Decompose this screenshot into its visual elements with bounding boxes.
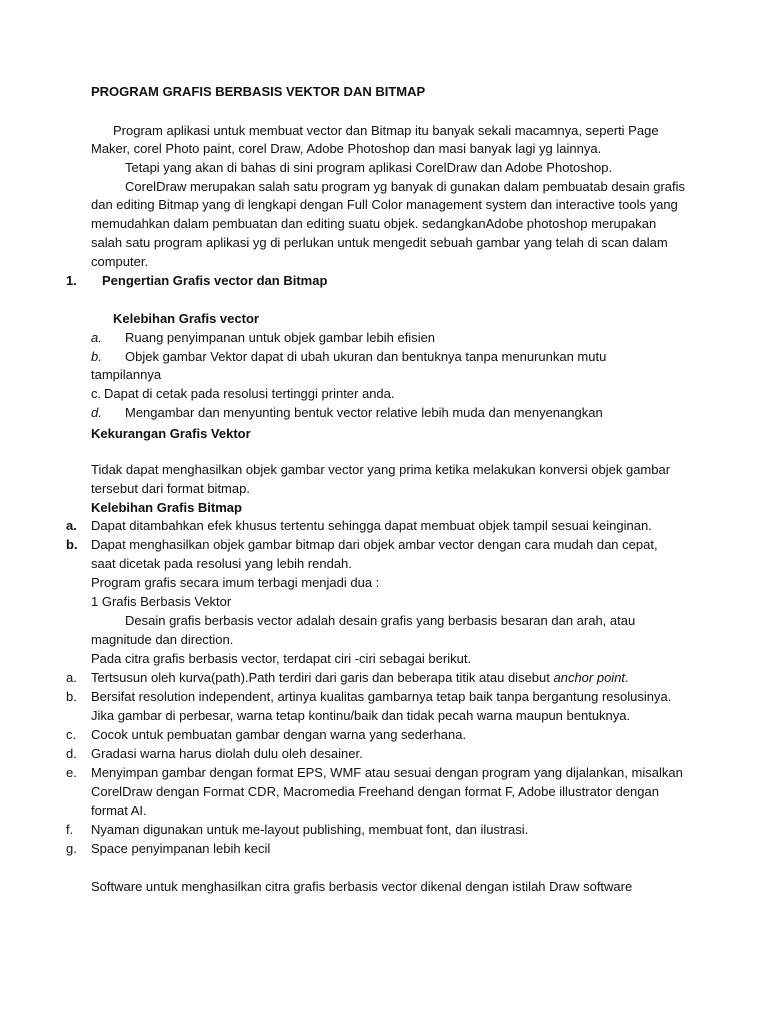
paragraph-line: Pada citra grafis berbasis vector, terdapat ciri -ciri sebagai berikut. [91,651,472,666]
list-item-continued: saat dicetak pada resolusi yang lebih rendah. [91,556,352,571]
list-item: Dapat di cetak pada resolusi tertinggi printer anda. [104,386,395,401]
paragraph-line: Program grafis secara imum terbagi menjadi dua : [91,575,380,590]
list-item: Dapat ditambahkan efek khusus tertentu sehingga dapat membuat objek tampil sesuai keinginan. [91,518,652,533]
list-marker: a. [66,518,77,533]
vector-advantages-heading: Kelebihan Grafis vector [113,311,259,326]
list-item: Menyimpan gambar dengan format EPS, WMF atau sesuai dengan program yang dijalankan, misalkan [91,765,683,780]
subsection-heading: 1 Grafis Berbasis Vektor [91,594,232,609]
paragraph-line: Tidak dapat menghasilkan objek gambar vector yang prima ketika melakukan konversi objek gambar [91,462,671,477]
intro-line: dan editing Bitmap yang di lengkapi dengan Full Color management system dan interactive tools yang [91,197,678,212]
list-marker: b. [66,537,78,552]
intro-line: salah satu program aplikasi yg di perlukan untuk mengedit sebuah gambar yang telah di scan dalam [91,235,668,250]
list-marker: b. [66,689,77,704]
list-item: Nyaman digunakan untuk me-layout publishing, membuat font, dan ilustrasi. [91,822,529,837]
intro-line: CorelDraw merupakan salah satu program yg banyak di gunakan dalam pembuatab desain grafis [125,179,686,194]
list-item: Tertsusun oleh kurva(path).Path terdiri dari garis dan beberapa titik atau disebut anchor point. [91,670,629,685]
list-marker: c. [91,386,102,401]
list-item-continued: CorelDraw dengan Format CDR, Macromedia Freehand dengan format F, Adobe illustrator dengan [91,784,659,799]
intro-line: computer. [91,254,149,269]
document-title: PROGRAM GRAFIS BERBASIS VEKTOR DAN BITMAP [91,84,426,99]
list-marker: a. [91,330,102,345]
list-marker: a. [66,670,77,685]
paragraph-line: tersebut dari format bitmap. [91,481,250,496]
list-marker: b. [91,349,102,364]
paragraph-line: Desain grafis berbasis vector adalah desain grafis yang berbasis besaran dan arah, atau [125,613,636,628]
closing-paragraph: Software untuk menghasilkan citra grafis berbasis vector dikenal dengan istilah Draw software [91,879,633,894]
list-marker: f. [66,822,74,837]
list-item: Cocok untuk pembuatan gambar dengan warna yang sederhana. [91,727,467,742]
intro-line: Maker, corel Photo paint, corel Draw, Adobe Photoshop dan masi banyak lagi yg lainnya. [91,141,602,156]
intro-line: memudahkan dalam pembuatan dan editing suatu objek. sedangkanAdobe photoshop merupakan [91,216,657,231]
list-item: Objek gambar Vektor dapat di ubah ukuran dan bentuknya tanpa menurunkan mutu [125,349,607,364]
list-item-continued: Jika gambar di perbesar, warna tetap kontinu/baik dan tidak pecah warna maupun bentuknya. [91,708,631,723]
list-item-continued: tampilannya [91,367,162,382]
list-item: Bersifat resolution independent, artinya kualitas gambarnya tetap baik tanpa bergantung resolusinya. [91,689,672,704]
list-marker: d. [66,746,77,761]
vector-disadvantages-heading: Kekurangan Grafis Vektor [91,426,251,441]
list-item: Mengambar dan menyunting bentuk vector relative lebih muda dan menyenangkan [125,405,603,420]
list-marker: g. [66,841,77,856]
list-item: Gradasi warna harus diolah dulu oleh desainer. [91,746,363,761]
bitmap-advantages-heading: Kelebihan Grafis Bitmap [91,500,242,515]
list-item-continued: format AI. [91,803,147,818]
section-number: 1. [66,273,77,288]
list-marker: c. [66,727,77,742]
list-item: Dapat menghasilkan objek gambar bitmap dari objek ambar vector dengan cara mudah dan cepat, [91,537,658,552]
paragraph-line: magnitude dan direction. [91,632,234,647]
list-marker: e. [66,765,77,780]
list-marker: d. [91,405,102,420]
intro-line: Tetapi yang akan di bahas di sini program aplikasi CorelDraw dan Adobe Photoshop. [125,160,613,175]
list-item: Ruang penyimpanan untuk objek gambar lebih efisien [125,330,436,345]
list-item: Space penyimpanan lebih kecil [91,841,271,856]
intro-line: Program aplikasi untuk membuat vector dan Bitmap itu banyak sekali macamnya, seperti Page [113,123,659,138]
section-heading: Pengertian Grafis vector dan Bitmap [102,273,328,288]
